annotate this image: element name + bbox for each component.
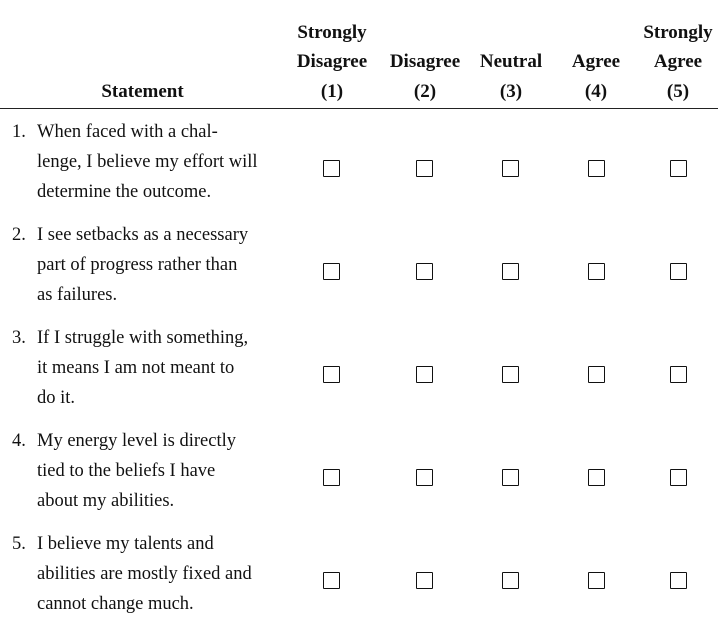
header-col-5-line-2: Agree: [653, 51, 703, 72]
checkbox-q1-neutral[interactable]: [502, 160, 519, 177]
statement-line: My energy level is directly: [37, 431, 236, 451]
statement-line: I believe my talents and: [37, 534, 214, 554]
statement-line: lenge, I believe my effort will: [37, 151, 258, 172]
header-strongly-agree: [638, 16, 718, 106]
checkbox-q1-disagree[interactable]: [416, 160, 433, 177]
checkbox-q2-disagree[interactable]: [416, 263, 433, 280]
header-statement-label: Statement: [101, 80, 184, 102]
statement-line: tied to the beliefs I have: [37, 460, 216, 481]
statement-number: 4.: [12, 431, 26, 451]
checkbox-q5-strongly-agree[interactable]: [670, 572, 687, 589]
statement-number: 5.: [12, 534, 26, 554]
checkbox-q3-agree[interactable]: [588, 366, 605, 383]
header-neutral: [470, 16, 552, 106]
statement-line: about my abilities.: [37, 490, 175, 511]
checkbox-q4-agree[interactable]: [588, 469, 605, 486]
statement-number: 2.: [12, 225, 26, 245]
header-col-2-line-2: Disagree: [389, 51, 461, 72]
header-col-1-line-3: (1): [320, 80, 344, 102]
checkbox-q5-disagree[interactable]: [416, 572, 433, 589]
checkbox-q4-strongly-disagree[interactable]: [323, 469, 340, 486]
statement-row-2: [0, 221, 718, 321]
statement-row-5: [0, 530, 718, 630]
statement-line: abilities are mostly fixed and: [37, 563, 252, 584]
header-col-3-line-2: Neutral: [479, 51, 543, 72]
statement-line: determine the outcome.: [37, 181, 212, 202]
header-agree: [555, 16, 637, 106]
statement-line: part of progress rather than: [37, 254, 238, 275]
checkbox-q2-neutral[interactable]: [502, 263, 519, 280]
statement-line: it means I am not meant to: [37, 357, 235, 378]
header-col-5-line-1: Strongly: [643, 21, 713, 43]
checkbox-q5-strongly-disagree[interactable]: [323, 572, 340, 589]
statement-line: as failures.: [37, 284, 118, 305]
statement-number: 3.: [12, 328, 26, 348]
checkbox-q2-strongly-disagree[interactable]: [323, 263, 340, 280]
header-divider: [0, 108, 718, 109]
checkbox-q5-agree[interactable]: [588, 572, 605, 589]
checkbox-q3-neutral[interactable]: [502, 366, 519, 383]
statement-row-1: [0, 118, 718, 218]
header-col-1-line-1: Strongly: [297, 21, 367, 43]
header-disagree: [380, 16, 470, 106]
header-statement: [0, 16, 285, 106]
checkbox-q1-strongly-agree[interactable]: [670, 160, 687, 177]
header-col-4-line-3: (4): [584, 80, 608, 102]
statement-line: If I struggle with something,: [37, 328, 249, 348]
header-col-4-line-2: Agree: [571, 51, 621, 72]
statement-line: cannot change much.: [37, 593, 194, 614]
checkbox-q2-strongly-agree[interactable]: [670, 263, 687, 280]
header-strongly-disagree: [286, 16, 378, 106]
checkbox-q3-strongly-agree[interactable]: [670, 366, 687, 383]
statement-number: 1.: [12, 122, 26, 142]
statement-line: I see setbacks as a necessary: [37, 225, 249, 245]
statement-line: do it.: [37, 387, 76, 408]
checkbox-q4-disagree[interactable]: [416, 469, 433, 486]
checkbox-q1-strongly-disagree[interactable]: [323, 160, 340, 177]
checkbox-q5-neutral[interactable]: [502, 572, 519, 589]
checkbox-q1-agree[interactable]: [588, 160, 605, 177]
header-col-5-line-3: (5): [666, 80, 690, 102]
header-col-1-line-2: Disagree: [296, 51, 368, 72]
checkbox-q3-disagree[interactable]: [416, 366, 433, 383]
checkbox-q3-strongly-disagree[interactable]: [323, 366, 340, 383]
checkbox-q4-neutral[interactable]: [502, 469, 519, 486]
header-col-2-line-3: (2): [413, 80, 437, 102]
header-col-3-line-3: (3): [499, 80, 523, 102]
checkbox-q4-strongly-agree[interactable]: [670, 469, 687, 486]
checkbox-q2-agree[interactable]: [588, 263, 605, 280]
statement-row-3: [0, 324, 718, 424]
statement-line: When faced with a chal-: [37, 122, 218, 142]
statement-row-4: [0, 427, 718, 527]
